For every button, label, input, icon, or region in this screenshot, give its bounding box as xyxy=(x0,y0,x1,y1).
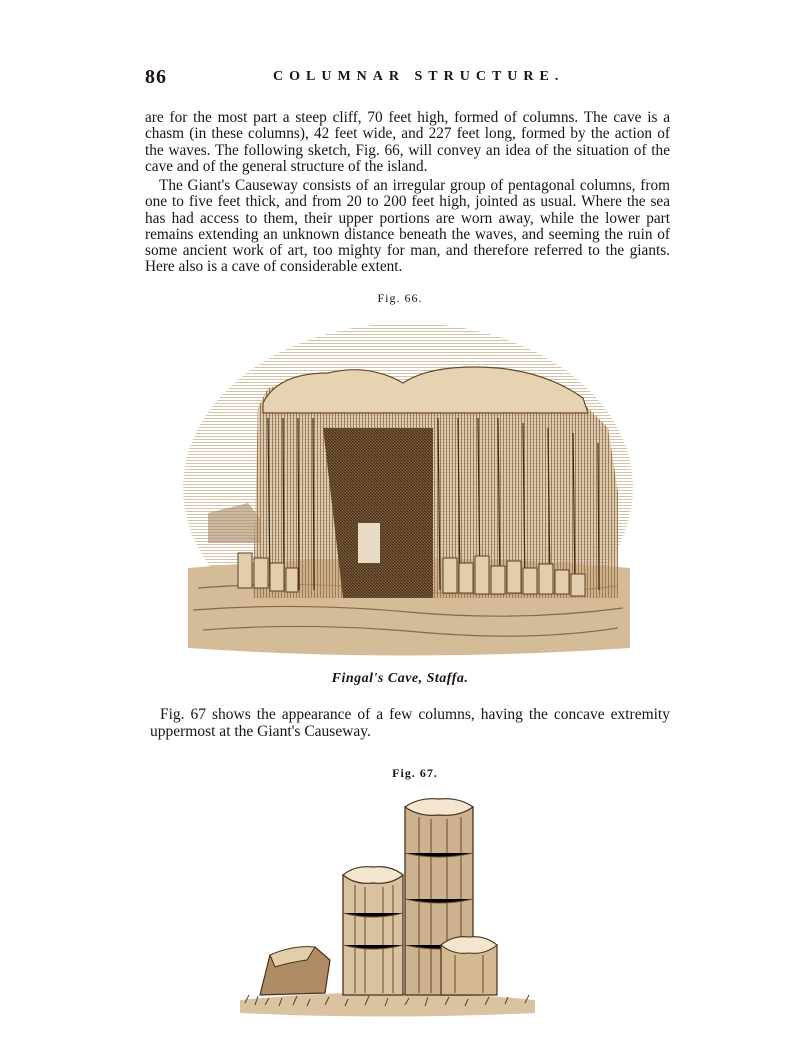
body-paragraph-1: are for the most part a steep cliff, 70 feet high, formed of columns. The cave is a chasm (in these columns), 42 feet wide, and 227 feet long, formed by the action of the waves. The following sketch, Fig. 66, will convey an idea of the situation of the cave and of the general structure of the island. xyxy=(145,109,670,175)
page-number: 86 xyxy=(145,66,167,88)
figure-66-caption: Fingal's Cave, Staffa. xyxy=(331,671,469,686)
body-paragraph-2: The Giant's Causeway consists of an irregular group of pentagonal columns, from one to five feet thick, and from 20 to 200 feet high, jointed as usual. Where the sea has had access to them, their upper portions are worn away, while the lower part remains extending an unknown distance beneath the waves, and seeming the ruin of some ancient work of art, too mighty for man, and therefore referred to the giants. Here also is a cave of considerable extent. xyxy=(145,177,670,276)
figure-66-label: Fig. 66. xyxy=(377,291,423,305)
figure-67-label: Fig. 67. xyxy=(392,766,438,780)
running-title: COLUMNAR STRUCTURE. xyxy=(273,69,565,84)
fingals-cave-illustration xyxy=(178,318,638,663)
basalt-columns-illustration xyxy=(235,795,545,1025)
page-header xyxy=(145,66,675,92)
body-paragraph-3: Fig. 67 shows the appearance of a few columns, having the concave extremity uppermost at the Giant's Causeway. xyxy=(150,706,670,740)
